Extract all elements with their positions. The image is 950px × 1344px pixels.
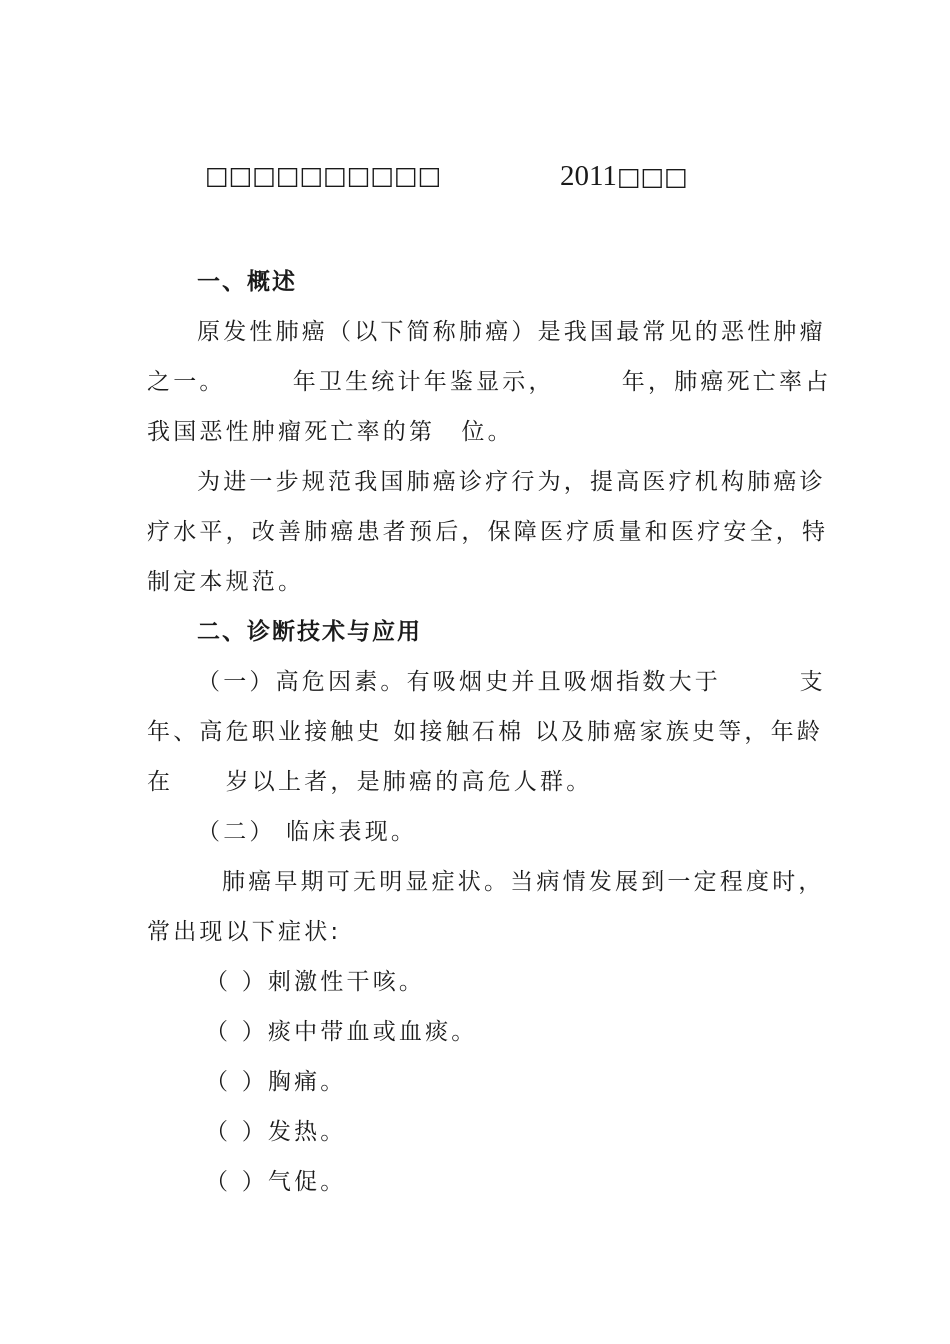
paragraph-line: 制定本规范。 [147, 569, 305, 595]
paragraph-line: 我国恶性肿瘤死亡率的第 位。 [147, 419, 514, 445]
symptom-list-item: （ ）痰中带血或血痰。 [205, 1019, 478, 1045]
paragraph-line: 疗水平，改善肺癌患者预后，保障医疗质量和医疗安全，特 [147, 519, 829, 545]
paragraph-line: 肺癌早期可无明显症状。当病情发展到一定程度时， [222, 869, 825, 895]
paragraph-line: （一）高危因素。有吸烟史并且吸烟指数大于 支 [197, 669, 826, 695]
paragraph-line: 原发性肺癌（以下简称肺癌）是我国最常见的恶性肿瘤 [197, 319, 826, 345]
paragraph-line: 在 岁以上者，是肺癌的高危人群。 [147, 769, 593, 795]
paragraph-line: 常出现以下症状: [147, 919, 342, 945]
subsection-heading-clinical: （二） 临床表现。 [197, 819, 418, 845]
section-heading-overview: 一、概述 [197, 269, 297, 295]
title-year: 2011 [560, 160, 617, 192]
paragraph-line: 为进一步规范我国肺癌诊疗行为，提高医疗机构肺癌诊 [197, 469, 826, 495]
document-title-right [560, 160, 688, 196]
paragraph-line: 之一。 年卫生统计年鉴显示， 年，肺癌死亡率占 [147, 369, 832, 395]
section-heading-diagnosis: 二、诊断技术与应用 [197, 619, 422, 645]
title-tail: □□□ [616, 162, 688, 191]
symptom-list-item: （ ）发热。 [205, 1119, 347, 1145]
symptom-list-item: （ ）气促。 [205, 1169, 347, 1195]
symptom-list-item: （ ）胸痛。 [205, 1069, 347, 1095]
symptom-list-item: （ ）刺激性干咳。 [205, 969, 426, 995]
document-title-left: □□□□□□□□□□ [205, 161, 442, 190]
paragraph-line: 年、高危职业接触史 如接触石棉 以及肺癌家族史等，年龄 [147, 719, 824, 745]
